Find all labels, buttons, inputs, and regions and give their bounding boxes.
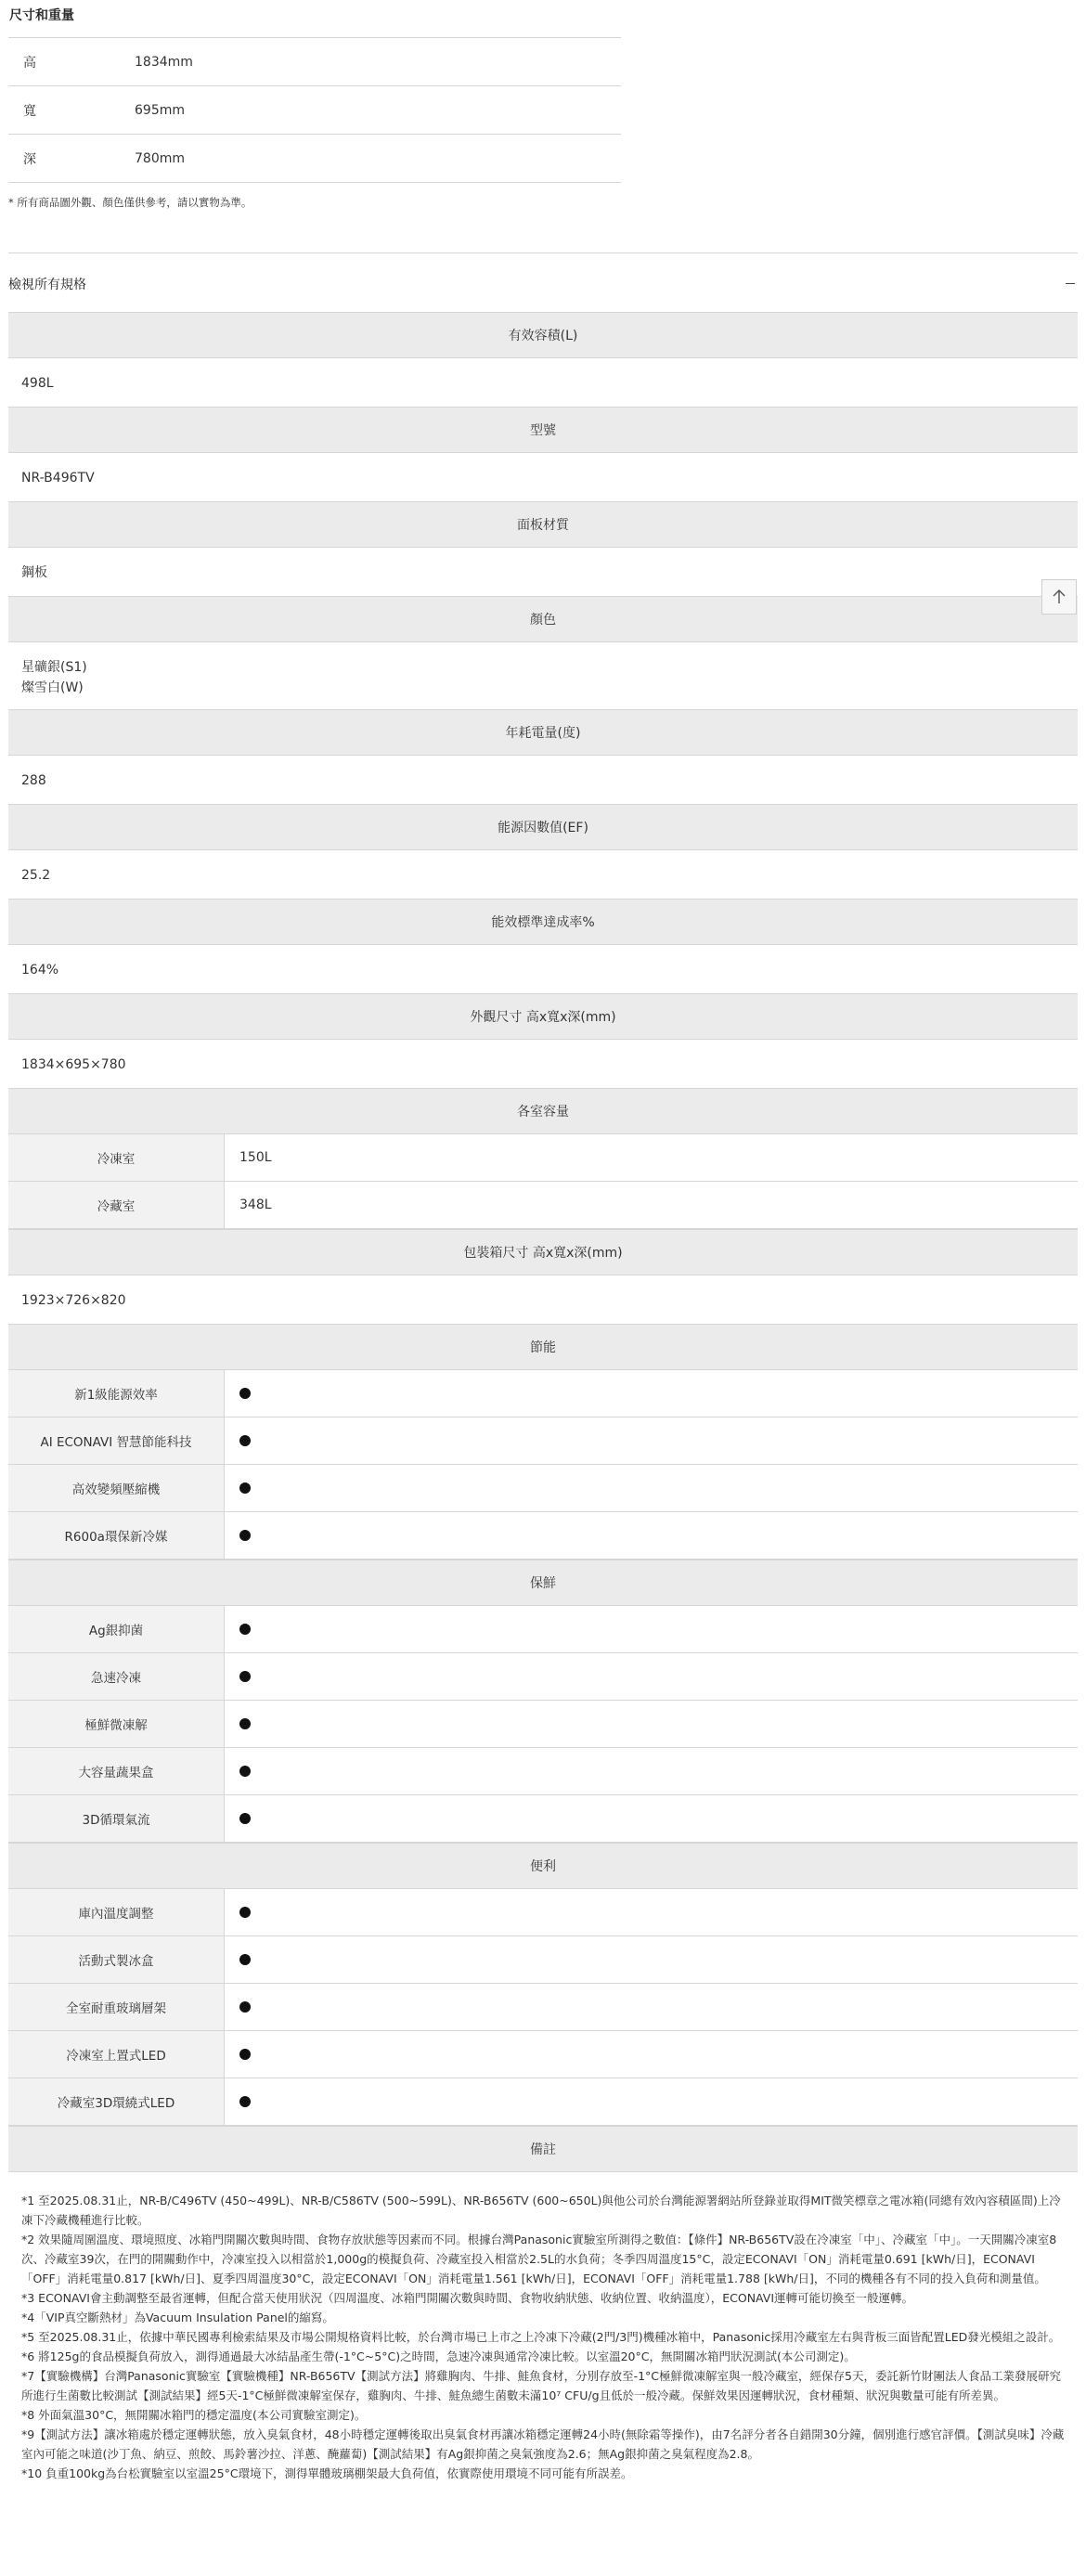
spec-value: 鋼板	[21, 565, 47, 580]
spec-row-label: 冷凍室	[8, 1134, 225, 1181]
spec-row	[8, 1465, 1078, 1512]
arrow-up-icon	[1051, 589, 1067, 605]
footnote: *6 將125g的食品模擬負荷放入，測得通過最大冰結晶產生帶(-1°C~5°C)之時間，急速冷凍與通常冷凍比較。以室溫20°C，無開關冰箱門狀況測試(本公司測定)。	[21, 2349, 856, 2363]
spec-row-label: 高效變頻壓縮機	[8, 1465, 225, 1511]
footnote: *2 效果隨周圍溫度、環境照度、冰箱門開關次數與時間、食物存放狀態等因素而不同。根據台灣Panasonic實驗室所測得之數值：【條件】NR-B656TV設在冷凍室「中」、冷藏室「中」。一天開關冷凍室8次、冷藏室39次，在門的開關動作中，冷凍室投入以相當於1,000g的模擬負荷、冷藏室投入相當於2.5L的水負荷；冬季四周溫度15°C，設定ECONAVI「ON」消耗電量0.691 [kWh/日]，ECONAVI「OFF」消耗電量0.817 [kWh/日]、夏季四周溫度30°C，設定ECONAVI「ON」消耗電量1.561 [kWh/日]，ECONAVI「OFF」消耗電量1.788 [kWh/日]，不同的機種各有不同的投入負荷和測量值。	[21, 2233, 1057, 2285]
footnotes	[8, 2172, 1078, 2483]
all-specs-label: 檢視所有規格	[8, 278, 86, 292]
dimension-row-depth	[8, 135, 621, 183]
spec-value: 164%	[21, 963, 59, 977]
spec-row	[8, 1606, 1078, 1653]
footnote: *4「VIP真空斷熱材」為Vacuum Insulation Panel的縮寫。	[21, 2311, 334, 2324]
spec-grid	[8, 1606, 1078, 1843]
color-option: 燦雪白(W)	[21, 680, 84, 695]
appearance-disclaimer: * 所有商品圖外觀、顏色僅供參考，請以實物為準。	[8, 196, 252, 209]
spec-heading: 備註	[8, 2126, 1078, 2172]
spec-heading: 能效標準達成率%	[8, 899, 1078, 945]
spec-row-label: 急速冷凍	[8, 1653, 225, 1700]
spec-row	[8, 1134, 1078, 1182]
spec-row	[8, 1936, 1078, 1984]
collapse-icon[interactable]	[1063, 277, 1078, 291]
all-specs-toggle[interactable]	[8, 275, 1078, 293]
spec-row-label: AI ECONAVI 智慧節能科技	[8, 1417, 225, 1464]
spec-value: 288	[21, 773, 46, 788]
spec-row	[8, 1512, 1078, 1560]
footnote: *1 至2025.08.31止，NR-B/C496TV (450~499L)、NR-B/C586TV (500~599L)、NR-B656TV (600~650L)與他公司於台灣能源署網站所登錄並取得MIT微笑標章之電冰箱(同總有效內容積區間)上冷凍下冷藏機種進行比較。	[21, 2194, 1061, 2227]
spec-row-label: 冷藏室3D環繞式LED	[8, 2078, 225, 2125]
spec-row	[8, 1748, 1078, 1795]
spec-row	[8, 2078, 1078, 2126]
spec-row-label: 冷凍室上置式LED	[8, 2031, 225, 2078]
spec-row	[8, 1889, 1078, 1936]
feature-dot-icon	[239, 1766, 251, 1777]
feature-dot-icon	[239, 1435, 251, 1446]
footnote: *8 外面氣溫30°C，無開關冰箱門的穩定溫度(本公司實驗室測定)。	[21, 2408, 367, 2422]
spec-row	[8, 1984, 1078, 2031]
dimension-value: 1834mm	[135, 54, 193, 70]
dimension-row-height	[8, 38, 621, 86]
spec-table	[8, 312, 1078, 2483]
feature-dot-icon	[239, 2096, 251, 2107]
spec-heading: 各室容量	[8, 1088, 1078, 1134]
dimension-row-width	[8, 86, 621, 135]
back-to-top-button[interactable]	[1041, 579, 1077, 615]
spec-heading: 年耗電量(度)	[8, 709, 1078, 756]
feature-dot-icon	[239, 1388, 251, 1399]
feature-dot-icon	[239, 1482, 251, 1494]
spec-heading: 外觀尺寸 高x寬x深(mm)	[8, 993, 1078, 1040]
spec-value-list	[8, 642, 1078, 709]
color-option: 星礦銀(S1)	[21, 660, 87, 675]
spec-heading: 節能	[8, 1324, 1078, 1370]
dimension-value: 695mm	[135, 102, 185, 118]
footnote: *5 至2025.08.31止，依據中華民國專利檢索結果及市場公開規格資料比較，於台灣市場已上市之上冷凍下冷藏(2門/3門)機種冰箱中，Panasonic採用冷藏室左右與背板三面皆配置LED發光模組之設計。	[21, 2330, 1061, 2344]
footnote: *3 ECONAVI會主動調整至最省運轉，但配合當天使用狀況（四周溫度、冰箱門開關次數與時間、食物收納狀態、收納位置、收納溫度），ECONAVI運轉可能切換至一般運轉。	[21, 2291, 914, 2305]
feature-dot-icon	[239, 1813, 251, 1824]
spec-row-label: 3D循環氣流	[8, 1795, 225, 1842]
dimension-label: 高	[23, 55, 36, 71]
spec-row	[8, 1701, 1078, 1748]
spec-row-label: 活動式製冰盒	[8, 1936, 225, 1983]
spec-heading: 保鮮	[8, 1560, 1078, 1606]
feature-dot-icon	[239, 1530, 251, 1541]
spec-heading: 顏色	[8, 596, 1078, 642]
spec-row-label: 新1級能源效率	[8, 1370, 225, 1417]
spec-row-value: 150L	[239, 1150, 272, 1165]
spec-row	[8, 1653, 1078, 1701]
spec-row	[8, 1182, 1078, 1229]
dimension-label: 寬	[23, 103, 36, 119]
spec-row-label: 大容量蔬果盒	[8, 1748, 225, 1794]
spec-row	[8, 2031, 1078, 2078]
feature-dot-icon	[239, 1954, 251, 1965]
spec-row	[8, 1370, 1078, 1417]
spec-row-label: 冷藏室	[8, 1182, 225, 1228]
spec-heading: 便利	[8, 1843, 1078, 1889]
spec-row-label: 庫內溫度調整	[8, 1889, 225, 1935]
dimensions-table	[8, 37, 621, 183]
feature-dot-icon	[239, 2049, 251, 2060]
spec-grid	[8, 1370, 1078, 1560]
dimension-value: 780mm	[135, 150, 185, 166]
spec-value: 1923×726×820	[21, 1293, 126, 1308]
spec-value: 25.2	[21, 868, 51, 883]
spec-value: 1834×695×780	[21, 1057, 126, 1072]
section-divider	[8, 252, 1078, 253]
spec-row-label: 極鮮微凍解	[8, 1701, 225, 1747]
feature-dot-icon	[239, 1718, 251, 1729]
spec-row-label: R600a環保新冷媒	[8, 1512, 225, 1559]
spec-grid	[8, 1889, 1078, 2126]
feature-dot-icon	[239, 2001, 251, 2013]
footnote: *9【測試方法】讓冰箱處於穩定運轉狀態，放入臭氣食材，48小時穩定運轉後取出臭氣食材再讓冰箱穩定運轉24小時(無除霜等操作)，由7名評分者各自錯開30分鐘，個別進行感官評價。【測試臭味】冷藏室內可能之味道(沙丁魚、納豆、煎餃、馬鈴薯沙拉、洋蔥、醃蘿蔔)【測試結果】有Ag銀抑菌之臭氣強度為2.6；無Ag銀抑菌之臭氣程度為2.8。	[21, 2427, 1065, 2461]
spec-heading: 有效容積(L)	[8, 312, 1078, 358]
footnote: *10 負重100kg為台松實驗室以室溫25°C環境下，測得單體玻璃棚架最大負荷值，依實際使用環境不同可能有所誤差。	[21, 2466, 633, 2480]
spec-row-label: 全室耐重玻璃層架	[8, 1984, 225, 2030]
spec-row	[8, 1795, 1078, 1843]
spec-heading: 能源因數值(EF)	[8, 804, 1078, 850]
feature-dot-icon	[239, 1624, 251, 1635]
spec-row	[8, 1417, 1078, 1465]
spec-heading: 型號	[8, 407, 1078, 453]
spec-value: NR-B496TV	[21, 471, 95, 485]
spec-value: 498L	[21, 376, 54, 391]
feature-dot-icon	[239, 1907, 251, 1918]
spec-heading: 面板材質	[8, 501, 1078, 548]
dimensions-title: 尺寸和重量	[9, 8, 74, 23]
footnote: *7【實驗機構】台灣Panasonic實驗室【實驗機種】NR-B656TV【測試方法】將雞胸肉、牛排、鮭魚食材，分別存放至-1°C極鮮微凍解室與一般冷藏室，經保存5天，委託新竹財團法人食品工業發展研究所進行生菌數比較測試【測試結果】經5天-1°C極鮮微凍解室保存，雞胸肉、牛排、鮭魚總生菌數未滿10⁷ CFU/g且低於一般冷藏。保鮮效果因運轉狀況，食材種類、狀況與數量可能有所差異。	[21, 2369, 1061, 2402]
spec-row-value: 348L	[239, 1197, 272, 1212]
spec-heading: 包裝箱尺寸 高x寬x深(mm)	[8, 1229, 1078, 1275]
spec-row-label: Ag銀抑菌	[8, 1606, 225, 1652]
feature-dot-icon	[239, 1671, 251, 1682]
spec-grid	[8, 1134, 1078, 1229]
dimension-label: 深	[23, 151, 36, 167]
